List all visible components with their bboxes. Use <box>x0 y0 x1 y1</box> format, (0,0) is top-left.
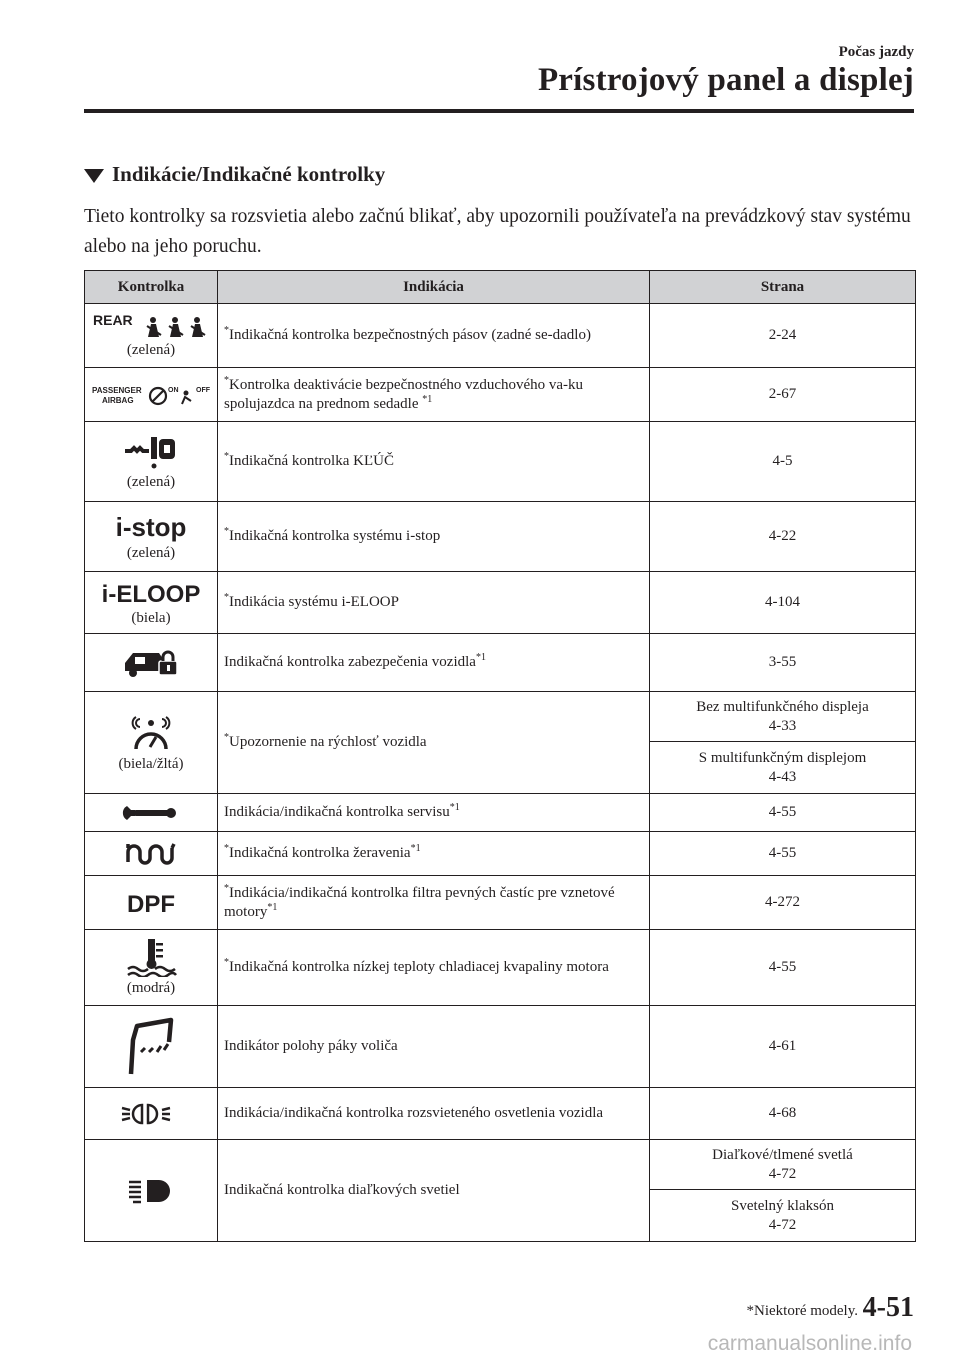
indication-cell: Indikačná kontrolka zabezpečenia vozidla$^{*1}$ <box>218 634 650 692</box>
indication-cell: Indikácia/indikačná kontrolka servisu$^{*1}$ <box>218 794 650 832</box>
table-row <box>85 1140 916 1190</box>
icon-cell <box>85 930 218 1006</box>
i-eloop-icon <box>101 577 201 607</box>
page-cell <box>650 692 916 742</box>
icon-color-caption: (zelená) <box>126 342 176 358</box>
icon-cell <box>85 794 218 832</box>
icon-color-caption: (biela/žltá) <box>118 756 184 772</box>
table-row <box>85 832 916 876</box>
page-label: Diaľkové/tlmené svetlá <box>712 1146 853 1163</box>
icon-cell <box>85 368 218 422</box>
wrench-icon <box>121 802 181 824</box>
header-subtitle: Počas jazdy <box>838 44 914 60</box>
col-header-kontrolka: Kontrolka <box>85 271 218 304</box>
page-title: Prístrojový panel a displej <box>537 62 914 98</box>
icon-cell <box>85 1140 218 1242</box>
icon-cell <box>85 502 218 572</box>
high-beam-icon <box>125 1176 177 1206</box>
intro-paragraph: Tieto kontrolky sa rozsvietia alebo začnú blikať, aby upozornili používateľa na prevádzkový stav systému alebo na jeho poruchu. <box>84 206 911 257</box>
table-row <box>85 422 916 502</box>
page-cell <box>650 1190 916 1242</box>
indication-cell: *Indikačná kontrolka bezpečnostných pásov (zadné se-dadlo) <box>218 304 650 368</box>
triangle-bullet-icon <box>84 169 104 183</box>
svg-text:ON: ON <box>168 386 179 394</box>
shift-position-icon <box>121 1016 181 1078</box>
page-cell: 4-272 <box>650 876 916 930</box>
icon-color-caption: (zelená) <box>126 545 176 561</box>
glow-plug-icon <box>124 840 178 868</box>
icon-color-caption: (zelená) <box>126 474 176 490</box>
page-cell: 4-55 <box>650 930 916 1006</box>
table-row <box>85 634 916 692</box>
key-icon <box>121 431 181 471</box>
svg-text:OFF: OFF <box>196 386 210 394</box>
page-number: 4-33 <box>768 717 797 734</box>
svg-text:REAR: REAR <box>93 312 133 328</box>
indication-cell: *Indikačná kontrolka KĽÚČ <box>218 422 650 502</box>
footnote: *Niektoré modely. <box>746 1303 858 1319</box>
indication-cell: *Indikačná kontrolka systému i-stop <box>218 502 650 572</box>
header-rule <box>84 109 914 113</box>
section-heading <box>84 162 385 187</box>
rear-seatbelt-icon <box>91 311 211 339</box>
table-row <box>85 1088 916 1140</box>
indication-cell: *Indikácia systému i-ELOOP <box>218 572 650 634</box>
page-number: 4-43 <box>768 768 797 785</box>
table-row <box>85 368 916 422</box>
svg-text:i-ELOOP: i-ELOOP <box>101 581 201 607</box>
page-cell <box>650 1140 916 1190</box>
i-stop-icon <box>113 510 189 542</box>
table-row <box>85 876 916 930</box>
icon-color-caption: (biela) <box>131 610 171 626</box>
icon-color-caption: (modrá) <box>126 980 176 996</box>
passenger-airbag-off-icon <box>90 383 212 407</box>
page-number: 4-72 <box>768 1165 797 1182</box>
page-cell: 2-67 <box>650 368 916 422</box>
indication-cell: *Upozornenie na rýchlosť vozidla <box>218 692 650 794</box>
page-cell: 4-5 <box>650 422 916 502</box>
page-label: S multifunkčným displejom <box>698 749 867 766</box>
section-title: Indikácie/Indikačné kontrolky <box>112 162 386 186</box>
icon-cell <box>85 634 218 692</box>
table-row <box>85 794 916 832</box>
page-number: 4-51 <box>862 1292 914 1323</box>
indication-cell: Indikátor polohy páky voliča <box>218 1006 650 1088</box>
svg-text:PASSENGER: PASSENGER <box>92 385 142 395</box>
indication-cell: Indikácia/indikačná kontrolka rozsvieteného osvetlenia vozidla <box>218 1088 650 1140</box>
svg-text:DPF: DPF <box>127 890 175 917</box>
page-cell: 4-55 <box>650 832 916 876</box>
svg-text:AIRBAG: AIRBAG <box>102 395 134 405</box>
page-label: Bez multifunkčného displeja <box>696 698 869 715</box>
col-header-indikacia: Indikácia <box>218 271 650 304</box>
dpf-icon <box>116 889 186 917</box>
watermark: carmanualsonline.info <box>707 1332 912 1355</box>
table-row <box>85 572 916 634</box>
icon-cell <box>85 832 218 876</box>
svg-text:i-stop: i-stop <box>115 512 187 542</box>
indication-cell: *Kontrolka deaktivácie bezpečnostného vzduchového va-ku spolujazdca na prednom sedadle $^{*1}$ <box>218 368 650 422</box>
page-cell: 4-104 <box>650 572 916 634</box>
indication-cell: *Indikácia/indikačná kontrolka filtra pevných častíc pre vznetové motory$^{*1}$ <box>218 876 650 930</box>
icon-cell <box>85 422 218 502</box>
page-number: 4-72 <box>768 1216 797 1233</box>
page-cell: 4-22 <box>650 502 916 572</box>
vehicle-security-icon <box>121 647 181 679</box>
indication-cell: Indikačná kontrolka diaľkových svetiel <box>218 1140 650 1242</box>
table-row <box>85 304 916 368</box>
table-row <box>85 502 916 572</box>
icon-cell <box>85 692 218 794</box>
indicator-table <box>84 270 916 1242</box>
indication-cell: *Indikačná kontrolka nízkej teploty chladiacej kvapaliny motora <box>218 930 650 1006</box>
page-cell: 2-24 <box>650 304 916 368</box>
table-row <box>85 692 916 742</box>
page-label: Svetelný klaksón <box>731 1197 834 1214</box>
page-cell: 4-68 <box>650 1088 916 1140</box>
table-row <box>85 930 916 1006</box>
col-header-strana: Strana <box>650 271 916 304</box>
icon-cell <box>85 304 218 368</box>
icon-cell <box>85 1006 218 1088</box>
indication-cell: *Indikačná kontrolka žeravenia$^{*1}$ <box>218 832 650 876</box>
icon-cell <box>85 572 218 634</box>
icon-cell <box>85 1088 218 1140</box>
icon-cell <box>85 876 218 930</box>
page-cell: 4-61 <box>650 1006 916 1088</box>
speed-warning-icon <box>126 711 176 753</box>
page-cell: 3-55 <box>650 634 916 692</box>
low-coolant-temp-icon <box>124 937 178 977</box>
table-header-row <box>85 271 916 304</box>
lights-on-icon <box>120 1100 182 1128</box>
page-cell <box>650 742 916 794</box>
table-row <box>85 1006 916 1088</box>
page-cell: 4-55 <box>650 794 916 832</box>
